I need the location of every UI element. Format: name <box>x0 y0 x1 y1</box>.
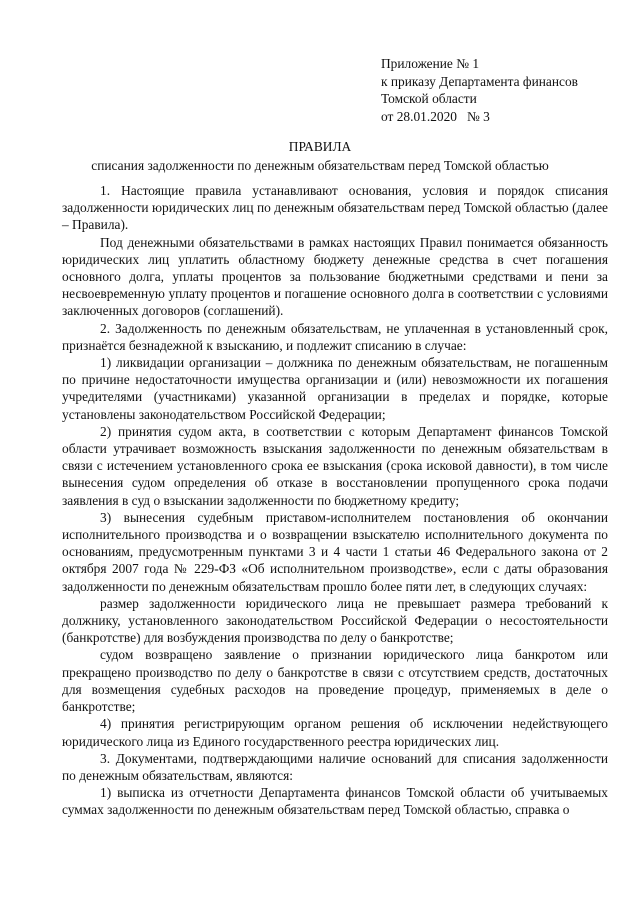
paragraph: 1) выписка из отчетности Департамента финансов Томской области об учитываемых суммах задолженности по денежным обязательствам перед Томской областью, справка о <box>62 785 608 818</box>
paragraph: размер задолженности юридического лица не превышает размера требований к должнику, установленного законодательством Российской Федерации о несостоятельности (банкротстве) для возбуждения производства по делу о банкротстве; <box>62 595 608 646</box>
appendix-header <box>381 55 578 125</box>
paragraph: 1. Настоящие правила устанавливают основания, условия и порядок списания задолженности юридических лиц по денежным обязательствам перед Томской областью (далее – Правила). <box>62 183 608 233</box>
document-body <box>62 182 608 819</box>
paragraph: 3) вынесения судебным приставом-исполнителем постановления об окончании исполнительного производства и о возвращении взыскателю исполнительного документа по основаниям, предусмотренным пунктами 3 и 4 части 1 статьи 46 Федерального закона от 2 октября 2007 года № 229-ФЗ «Об исполнительном производстве», если с даты образования задолженности по денежным обязательствам прошло более пяти лет, в следующих случаях: <box>62 509 608 594</box>
document-subtitle: списания задолженности по денежным обязательствам перед Томской областью <box>91 158 549 173</box>
paragraph: 2. Задолженность по денежным обязательствам, не уплаченная в установленный срок, признаётся безнадежной к взысканию, и подлежит списанию в случае: <box>62 320 608 353</box>
appendix-line-4: от 28.01.2020 № 3 <box>381 108 490 124</box>
paragraph: 1) ликвидации организации – должника по денежным обязательствам, не погашенным по причине недостаточности имущества организации и (или) невозможности их погашения учредителями (участниками) указанной организации в пределах и порядке, которые установлены законодательством Российской Федерации; <box>62 355 608 422</box>
appendix-line-1: Приложение № 1 <box>381 56 480 71</box>
paragraph: 4) принятия регистрирующим органом решения об исключении недействующего юридического лица из Единого государственного реестра юридических лиц. <box>62 716 608 749</box>
paragraph: судом возвращено заявление о признании юридического лица банкротом или прекращено производство по делу о банкротстве в связи с отсутствием средств, достаточных для возмещения судебных расходов на проведение процедур, применяемых в деле о банкротстве; <box>62 647 608 715</box>
appendix-line-3: Томской области <box>381 91 477 106</box>
paragraph: 2) принятия судом акта, в соответствии с которым Департамент финансов Томской области утрачивает возможность взыскания задолженности по денежным обязательствам в связи с истечением установленного срока ее взыскания (срока исковой давности), в том числе вынесения судом определения об отказе в восстановлении пропущенного срока подачи заявления в суд о взыскании задолженности по бюджетному кредиту; <box>62 423 608 508</box>
paragraph: 3. Документами, подтверждающими наличие оснований для списания задолженности по денежным обязательствам, являются: <box>62 750 608 783</box>
document-title: ПРАВИЛА <box>288 139 352 154</box>
paragraph: Под денежными обязательствами в рамках настоящих Правил понимается обязанность юридических лиц уплатить областному бюджету денежные средства в счет погашения основного долга, уплаты процентов за пользование бюджетными средствами и пени за несвоевременную уплату процентов и погашение основного долга в соответствии с условиями заключенных договоров (соглашений). <box>62 234 608 319</box>
appendix-line-2: к приказу Департамента финансов <box>381 73 578 89</box>
